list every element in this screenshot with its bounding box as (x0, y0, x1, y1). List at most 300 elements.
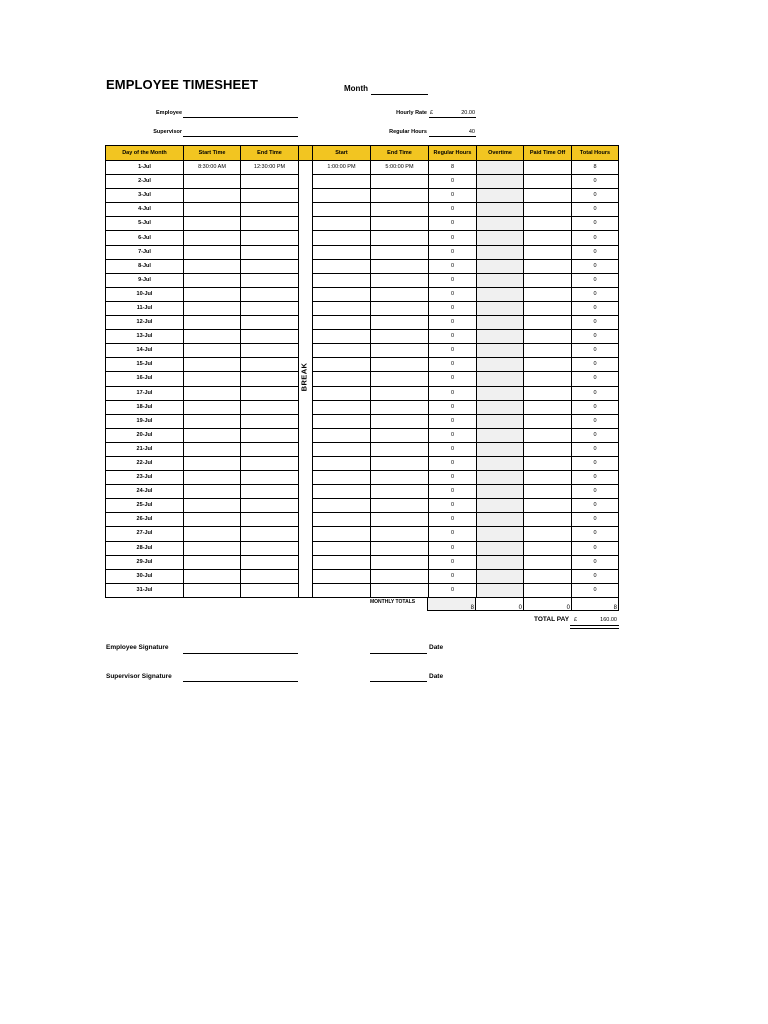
end-time-2-cell[interactable] (371, 287, 429, 301)
paid-time-off-cell[interactable] (524, 231, 572, 245)
break-cell (299, 231, 313, 245)
break-cell (299, 175, 313, 189)
start-time-cell[interactable] (184, 541, 241, 555)
table-row (106, 386, 619, 400)
day-cell[interactable]: 18-Jul (106, 400, 184, 414)
paid-time-off-cell[interactable] (524, 358, 572, 372)
day-cell[interactable]: 29-Jul (106, 555, 184, 569)
start-time-2-cell[interactable] (313, 414, 371, 428)
regular-hours-cell: 0 (429, 372, 477, 386)
supervisor-field[interactable] (183, 136, 298, 137)
day-cell[interactable]: 30-Jul (106, 569, 184, 583)
start-time-cell[interactable] (184, 259, 241, 273)
end-time-cell[interactable]: 12:30:00 PM (241, 161, 299, 175)
start-time-cell[interactable] (184, 428, 241, 442)
total-hours-cell: 0 (572, 175, 619, 189)
start-time-2-cell[interactable] (313, 456, 371, 470)
day-cell[interactable]: 13-Jul (106, 330, 184, 344)
end-time-2-cell[interactable]: 5:00:00 PM (371, 161, 429, 175)
start-time-cell[interactable] (184, 485, 241, 499)
day-cell[interactable]: 1-Jul (106, 161, 184, 175)
hourly-rate-value[interactable]: 20.00 (461, 110, 475, 116)
day-cell[interactable]: 17-Jul (106, 386, 184, 400)
overtime-cell[interactable] (477, 330, 524, 344)
end-time-2-cell[interactable] (371, 273, 429, 287)
end-time-2-cell[interactable] (371, 358, 429, 372)
end-time-2-cell[interactable] (371, 583, 429, 597)
start-time-cell[interactable] (184, 400, 241, 414)
regular-hours-cell: 0 (429, 583, 477, 597)
paid-time-off-cell[interactable] (524, 161, 572, 175)
break-cell (299, 442, 313, 456)
hourly-rate-underline (429, 117, 476, 118)
start-time-cell[interactable] (184, 386, 241, 400)
regular-hours-cell: 0 (429, 513, 477, 527)
day-cell[interactable]: 28-Jul (106, 541, 184, 555)
end-time-2-cell[interactable] (371, 175, 429, 189)
total-hours-cell: 0 (572, 569, 619, 583)
end-time-2-cell[interactable] (371, 569, 429, 583)
start-time-cell[interactable] (184, 287, 241, 301)
regular-hours-cell: 0 (429, 541, 477, 555)
employee-date-field[interactable] (370, 653, 427, 654)
start-time-2-cell[interactable] (313, 527, 371, 541)
start-time-cell[interactable] (184, 273, 241, 287)
start-time-cell[interactable] (184, 217, 241, 231)
total-hours-cell: 0 (572, 471, 619, 485)
start-time-2-cell[interactable] (313, 175, 371, 189)
day-cell[interactable]: 8-Jul (106, 259, 184, 273)
end-time-cell[interactable] (241, 527, 299, 541)
day-cell[interactable]: 25-Jul (106, 499, 184, 513)
start-time-cell[interactable] (184, 414, 241, 428)
table-row (106, 583, 619, 597)
end-time-cell[interactable] (241, 428, 299, 442)
start-time-2-cell[interactable] (313, 485, 371, 499)
end-time-2-cell[interactable] (371, 344, 429, 358)
total-hours-cell: 0 (572, 189, 619, 203)
start-time-2-cell[interactable]: 1:00:00 PM (313, 161, 371, 175)
start-time-2-cell[interactable] (313, 471, 371, 485)
break-cell (299, 456, 313, 470)
end-time-cell[interactable] (241, 386, 299, 400)
overtime-cell[interactable] (477, 583, 524, 597)
table-row (106, 287, 619, 301)
end-time-cell[interactable] (241, 414, 299, 428)
total-hours-cell: 0 (572, 217, 619, 231)
end-time-cell[interactable] (241, 189, 299, 203)
end-time-2-cell[interactable] (371, 513, 429, 527)
end-time-2-cell[interactable] (371, 414, 429, 428)
start-time-cell[interactable] (184, 203, 241, 217)
break-cell (299, 414, 313, 428)
end-time-2-cell[interactable] (371, 471, 429, 485)
table-row (106, 471, 619, 485)
end-time-cell[interactable] (241, 513, 299, 527)
day-cell[interactable]: 21-Jul (106, 442, 184, 456)
start-time-2-cell[interactable] (313, 569, 371, 583)
start-time-cell[interactable] (184, 555, 241, 569)
start-time-cell[interactable] (184, 372, 241, 386)
end-time-2-cell[interactable] (371, 485, 429, 499)
break-cell (299, 203, 313, 217)
col-header-end-time-2: End Time (371, 146, 429, 161)
start-time-cell[interactable] (184, 499, 241, 513)
total-hours-cell: 0 (572, 273, 619, 287)
start-time-cell[interactable] (184, 583, 241, 597)
start-time-cell[interactable] (184, 344, 241, 358)
paid-time-off-cell[interactable] (524, 301, 572, 315)
end-time-2-cell[interactable] (371, 231, 429, 245)
col-header-paid-time-off: Paid Time Off (524, 146, 572, 161)
day-cell[interactable]: 9-Jul (106, 273, 184, 287)
regular-hours-cell: 0 (429, 456, 477, 470)
end-time-cell[interactable] (241, 287, 299, 301)
end-time-2-cell[interactable] (371, 541, 429, 555)
overtime-cell[interactable] (477, 245, 524, 259)
end-time-cell[interactable] (241, 231, 299, 245)
end-time-2-cell[interactable] (371, 499, 429, 513)
overtime-cell[interactable] (477, 217, 524, 231)
table-header-row (106, 146, 619, 161)
start-time-cell[interactable] (184, 527, 241, 541)
day-cell[interactable]: 5-Jul (106, 217, 184, 231)
supervisor-signature-field[interactable] (183, 681, 298, 682)
paid-time-off-cell[interactable] (524, 372, 572, 386)
timesheet-table (105, 145, 619, 598)
overtime-cell[interactable] (477, 400, 524, 414)
paid-time-off-cell[interactable] (524, 456, 572, 470)
overtime-cell[interactable] (477, 316, 524, 330)
end-time-2-cell[interactable] (371, 555, 429, 569)
start-time-2-cell[interactable] (313, 189, 371, 203)
regular-hours-cell: 0 (429, 330, 477, 344)
end-time-cell[interactable] (241, 499, 299, 513)
total-hours-cell: 0 (572, 330, 619, 344)
paid-time-off-cell[interactable] (524, 541, 572, 555)
day-cell[interactable]: 23-Jul (106, 471, 184, 485)
month-field[interactable] (371, 94, 428, 95)
start-time-cell[interactable] (184, 175, 241, 189)
start-time-2-cell[interactable] (313, 386, 371, 400)
paid-time-off-cell[interactable] (524, 316, 572, 330)
start-time-2-cell[interactable] (313, 273, 371, 287)
end-time-cell[interactable] (241, 541, 299, 555)
start-time-2-cell[interactable] (313, 245, 371, 259)
paid-time-off-cell[interactable] (524, 175, 572, 189)
end-time-cell[interactable] (241, 569, 299, 583)
day-cell[interactable]: 4-Jul (106, 203, 184, 217)
end-time-2-cell[interactable] (371, 217, 429, 231)
overtime-cell[interactable] (477, 189, 524, 203)
paid-time-off-cell[interactable] (524, 245, 572, 259)
break-cell (299, 245, 313, 259)
overtime-cell[interactable] (477, 527, 524, 541)
end-time-2-cell[interactable] (371, 301, 429, 315)
regular-hours-cell: 0 (429, 203, 477, 217)
overtime-cell[interactable] (477, 386, 524, 400)
employee-signature-field[interactable] (183, 653, 298, 654)
end-time-cell[interactable] (241, 555, 299, 569)
break-cell (299, 316, 313, 330)
hourly-rate-label: Hourly Rate (396, 110, 427, 116)
day-cell[interactable]: 15-Jul (106, 358, 184, 372)
total-hours-cell: 0 (572, 555, 619, 569)
end-time-cell[interactable] (241, 273, 299, 287)
paid-time-off-cell[interactable] (524, 485, 572, 499)
day-cell[interactable]: 26-Jul (106, 513, 184, 527)
start-time-cell[interactable] (184, 456, 241, 470)
start-time-2-cell[interactable] (313, 358, 371, 372)
end-time-cell[interactable] (241, 372, 299, 386)
start-time-cell[interactable] (184, 316, 241, 330)
regular-hours-cell: 0 (429, 485, 477, 499)
start-time-2-cell[interactable] (313, 513, 371, 527)
day-cell[interactable]: 24-Jul (106, 485, 184, 499)
paid-time-off-cell[interactable] (524, 203, 572, 217)
start-time-2-cell[interactable] (313, 316, 371, 330)
overtime-cell[interactable] (477, 442, 524, 456)
start-time-2-cell[interactable] (313, 442, 371, 456)
end-time-cell[interactable] (241, 583, 299, 597)
paid-time-off-cell[interactable] (524, 344, 572, 358)
end-time-cell[interactable] (241, 217, 299, 231)
regular-hours-cell: 0 (429, 471, 477, 485)
end-time-2-cell[interactable] (371, 442, 429, 456)
regular-hours-cell: 0 (429, 231, 477, 245)
break-cell (299, 485, 313, 499)
overtime-cell[interactable] (477, 499, 524, 513)
end-time-cell[interactable] (241, 259, 299, 273)
start-time-2-cell[interactable] (313, 499, 371, 513)
regular-hours-cell: 0 (429, 569, 477, 583)
monthly-totals-label: MONTHLY TOTALS (370, 599, 416, 605)
start-time-2-cell[interactable] (313, 583, 371, 597)
paid-time-off-cell[interactable] (524, 273, 572, 287)
paid-time-off-cell[interactable] (524, 442, 572, 456)
paid-time-off-cell[interactable] (524, 569, 572, 583)
start-time-cell[interactable] (184, 358, 241, 372)
end-time-cell[interactable] (241, 358, 299, 372)
break-cell (299, 555, 313, 569)
end-time-cell[interactable] (241, 456, 299, 470)
day-cell[interactable]: 7-Jul (106, 245, 184, 259)
paid-time-off-cell[interactable] (524, 471, 572, 485)
end-time-cell[interactable] (241, 175, 299, 189)
start-time-2-cell[interactable] (313, 428, 371, 442)
overtime-cell[interactable] (477, 231, 524, 245)
end-time-cell[interactable] (241, 245, 299, 259)
total-hours-cell: 0 (572, 386, 619, 400)
end-time-2-cell[interactable] (371, 400, 429, 414)
overtime-cell[interactable] (477, 414, 524, 428)
regular-hours-cell: 0 (429, 358, 477, 372)
end-time-cell[interactable] (241, 301, 299, 315)
end-time-2-cell[interactable] (371, 203, 429, 217)
table-row (106, 344, 619, 358)
day-cell[interactable]: 19-Jul (106, 414, 184, 428)
day-cell[interactable]: 22-Jul (106, 456, 184, 470)
start-time-2-cell[interactable] (313, 287, 371, 301)
start-time-cell[interactable] (184, 513, 241, 527)
col-header-start: Start (313, 146, 371, 161)
end-time-2-cell[interactable] (371, 386, 429, 400)
day-cell[interactable]: 11-Jul (106, 301, 184, 315)
day-cell[interactable]: 10-Jul (106, 287, 184, 301)
end-time-2-cell[interactable] (371, 245, 429, 259)
paid-time-off-cell[interactable] (524, 400, 572, 414)
end-time-2-cell[interactable] (371, 372, 429, 386)
regular-hours-cell: 0 (429, 245, 477, 259)
month-label: Month (344, 84, 368, 93)
regular-hours-cell: 0 (429, 555, 477, 569)
total-hours-cell: 0 (572, 245, 619, 259)
end-time-2-cell[interactable] (371, 330, 429, 344)
end-time-2-cell[interactable] (371, 259, 429, 273)
start-time-cell[interactable] (184, 231, 241, 245)
overtime-cell[interactable] (477, 456, 524, 470)
overtime-cell[interactable] (477, 203, 524, 217)
total-hours-cell: 0 (572, 527, 619, 541)
end-time-cell[interactable] (241, 316, 299, 330)
end-time-2-cell[interactable] (371, 456, 429, 470)
paid-time-off-cell[interactable] (524, 555, 572, 569)
overtime-cell[interactable] (477, 358, 524, 372)
paid-time-off-cell[interactable] (524, 217, 572, 231)
table-row (106, 442, 619, 456)
day-cell[interactable]: 27-Jul (106, 527, 184, 541)
day-cell[interactable]: 2-Jul (106, 175, 184, 189)
day-cell[interactable]: 6-Jul (106, 231, 184, 245)
regular-hours-cell: 0 (429, 428, 477, 442)
paid-time-off-cell[interactable] (524, 414, 572, 428)
overtime-cell[interactable] (477, 428, 524, 442)
start-time-cell[interactable]: 8:30:00 AM (184, 161, 241, 175)
col-header-break (299, 146, 313, 161)
end-time-2-cell[interactable] (371, 428, 429, 442)
regular-hours-cell: 0 (429, 287, 477, 301)
day-cell[interactable]: 12-Jul (106, 316, 184, 330)
paid-time-off-cell[interactable] (524, 499, 572, 513)
regular-hours-cell: 0 (429, 217, 477, 231)
break-cell (299, 217, 313, 231)
total-hours-cell: 0 (572, 316, 619, 330)
end-time-cell[interactable] (241, 471, 299, 485)
start-time-cell[interactable] (184, 245, 241, 259)
start-time-cell[interactable] (184, 569, 241, 583)
col-header-total-hours: Total Hours (572, 146, 619, 161)
day-cell[interactable]: 14-Jul (106, 344, 184, 358)
day-cell[interactable]: 20-Jul (106, 428, 184, 442)
start-time-cell[interactable] (184, 330, 241, 344)
employee-field[interactable] (183, 117, 298, 118)
table-row (106, 175, 619, 189)
start-time-2-cell[interactable] (313, 344, 371, 358)
overtime-cell[interactable] (477, 273, 524, 287)
total-hours-cell: 0 (572, 414, 619, 428)
start-time-2-cell[interactable] (313, 259, 371, 273)
regular-hours-cell: 0 (429, 175, 477, 189)
table-row (106, 259, 619, 273)
overtime-cell[interactable] (477, 344, 524, 358)
day-cell[interactable]: 3-Jul (106, 189, 184, 203)
overtime-cell[interactable] (477, 485, 524, 499)
start-time-2-cell[interactable] (313, 541, 371, 555)
paid-time-off-cell[interactable] (524, 583, 572, 597)
overtime-cell[interactable] (477, 541, 524, 555)
overtime-cell[interactable] (477, 161, 524, 175)
start-time-2-cell[interactable] (313, 203, 371, 217)
start-time-cell[interactable] (184, 301, 241, 315)
start-time-2-cell[interactable] (313, 217, 371, 231)
overtime-cell[interactable] (477, 513, 524, 527)
hourly-rate-currency: £ (430, 110, 434, 116)
overtime-cell[interactable] (477, 301, 524, 315)
regular-hours-underline (429, 136, 476, 137)
overtime-cell[interactable] (477, 287, 524, 301)
paid-time-off-cell[interactable] (524, 513, 572, 527)
start-time-2-cell[interactable] (313, 372, 371, 386)
supervisor-date-field[interactable] (370, 681, 427, 682)
start-time-cell[interactable] (184, 189, 241, 203)
regular-hours-cell: 0 (429, 442, 477, 456)
end-time-2-cell[interactable] (371, 316, 429, 330)
overtime-cell[interactable] (477, 259, 524, 273)
end-time-cell[interactable] (241, 344, 299, 358)
regular-hours-value[interactable]: 40 (468, 129, 475, 135)
total-hours-cell: 0 (572, 287, 619, 301)
overtime-cell[interactable] (477, 372, 524, 386)
table-row (106, 569, 619, 583)
overtime-cell[interactable] (477, 175, 524, 189)
end-time-cell[interactable] (241, 203, 299, 217)
end-time-cell[interactable] (241, 330, 299, 344)
paid-time-off-cell[interactable] (524, 527, 572, 541)
day-cell[interactable]: 31-Jul (106, 583, 184, 597)
overtime-cell[interactable] (477, 471, 524, 485)
end-time-cell[interactable] (241, 485, 299, 499)
start-time-2-cell[interactable] (313, 231, 371, 245)
paid-time-off-cell[interactable] (524, 428, 572, 442)
start-time-cell[interactable] (184, 471, 241, 485)
table-row (106, 301, 619, 315)
paid-time-off-cell[interactable] (524, 189, 572, 203)
overtime-cell[interactable] (477, 569, 524, 583)
overtime-cell[interactable] (477, 555, 524, 569)
total-hours-cell: 0 (572, 372, 619, 386)
table-row (106, 485, 619, 499)
start-time-2-cell[interactable] (313, 330, 371, 344)
end-time-2-cell[interactable] (371, 189, 429, 203)
end-time-2-cell[interactable] (371, 527, 429, 541)
regular-hours-label: Regular Hours (389, 129, 427, 135)
table-row (106, 527, 619, 541)
total-hours: 8 (571, 597, 619, 611)
start-time-2-cell[interactable] (313, 555, 371, 569)
break-cell (299, 527, 313, 541)
day-cell[interactable]: 16-Jul (106, 372, 184, 386)
end-time-cell[interactable] (241, 442, 299, 456)
end-time-cell[interactable] (241, 400, 299, 414)
total-hours-cell: 0 (572, 541, 619, 555)
start-time-2-cell[interactable] (313, 400, 371, 414)
paid-time-off-cell[interactable] (524, 287, 572, 301)
paid-time-off-cell[interactable] (524, 386, 572, 400)
start-time-2-cell[interactable] (313, 301, 371, 315)
start-time-cell[interactable] (184, 442, 241, 456)
paid-time-off-cell[interactable] (524, 330, 572, 344)
paid-time-off-cell[interactable] (524, 259, 572, 273)
